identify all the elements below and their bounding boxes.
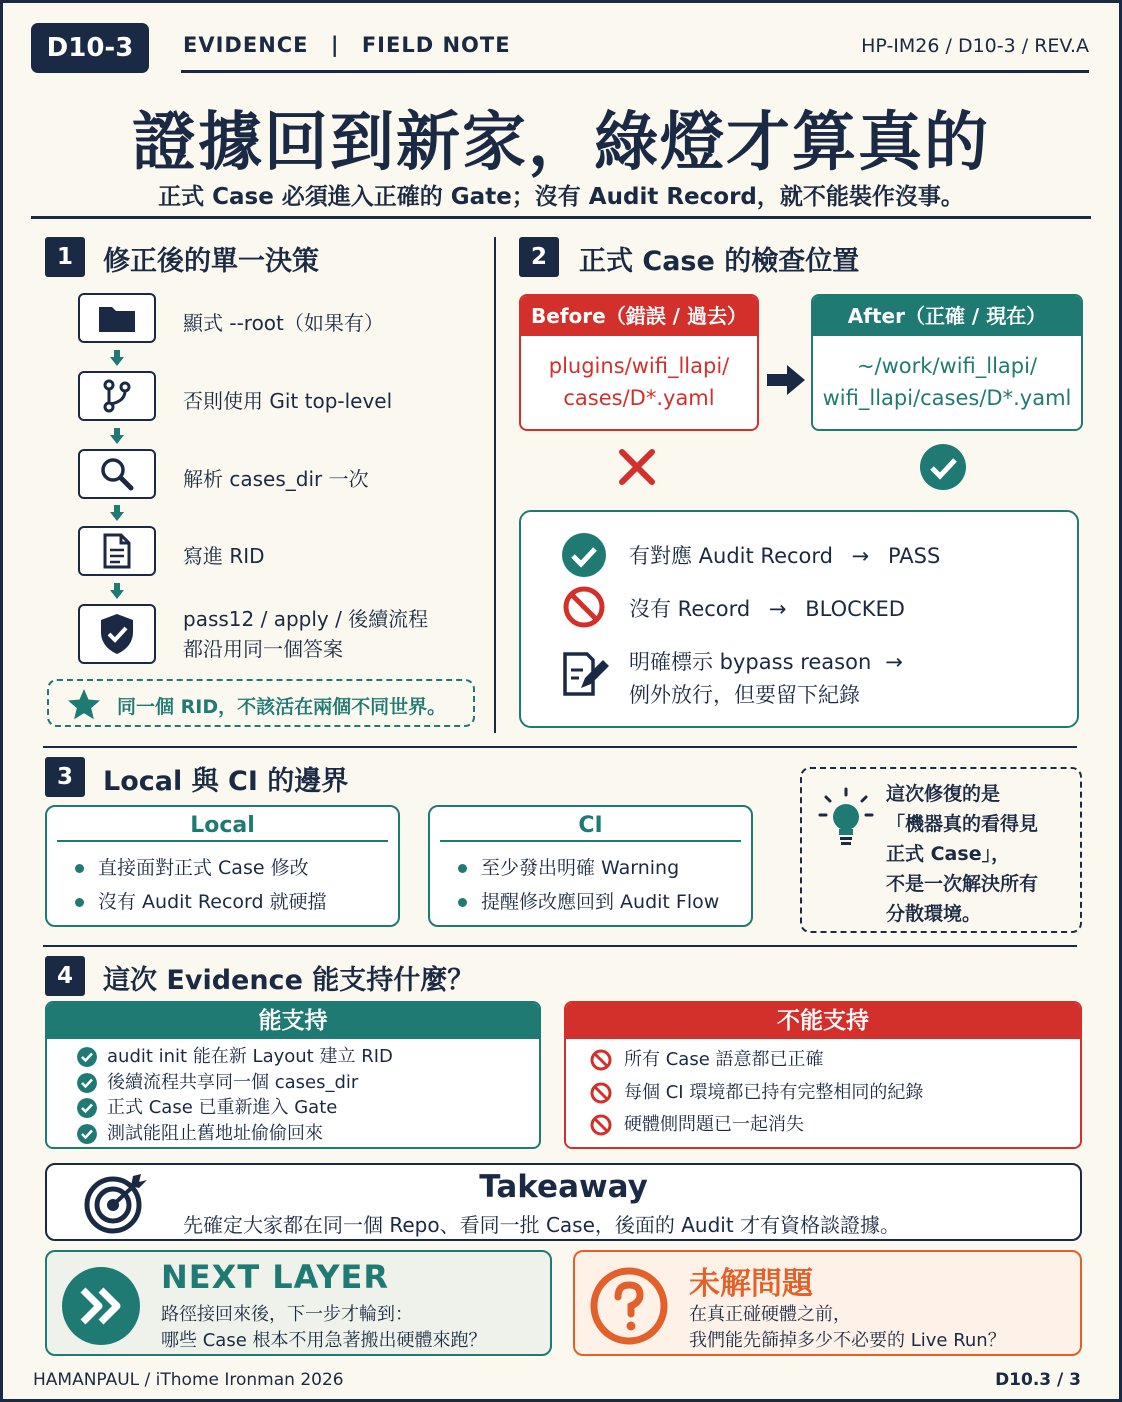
search-icon [99,456,135,492]
callout-text: 同一個 RID，不該活在兩個不同世界。 [117,696,447,718]
section3-number: 3 [45,757,85,797]
can-support-item: 測試能阻止舊地址偷偷回來 [77,1121,393,1147]
ci-box [428,805,753,927]
title-divider [31,216,1091,219]
git-branch-icon [100,378,134,414]
lightbulb-icon [818,787,874,851]
before-label: Before（錯誤 / 過去） [521,296,757,336]
local-item: 直接面對正式 Case 修改 [75,853,309,880]
kicker [183,33,511,57]
section-divider [43,945,1077,947]
open-question-title: 未解問題 [689,1266,813,1302]
rule-pass-result: PASS [887,544,941,568]
after-box [811,294,1083,431]
local-item: 沒有 Audit Record 就硬擋 [75,887,327,914]
local-box [45,805,400,927]
rule-pass [629,540,940,570]
cannot-support-label: 不能支持 [566,1003,1080,1039]
section1-heading: 修正後的單一決策 [103,246,319,277]
header-rule [181,70,1089,73]
document-icon [102,533,132,569]
folder-icon [97,302,137,334]
rule-blocked-text: 沒有 Record [629,597,751,621]
rule-blocked-arrow: → [768,597,787,621]
ci-item: 至少發出明確 Warning [458,853,679,880]
takeaway-text: 先確定大家都在同一個 Repo、看同一批 Case，後面的 Audit 才有資格談證據。 [183,1213,901,1237]
arrow-down-icon [110,428,124,444]
can-support-label: 能支持 [47,1003,539,1039]
after-path-line1: ~/work/wifi_llapi/ [856,354,1038,378]
cannot-support-list [590,1044,923,1142]
cannot-support-item: 所有 Case 語意都已正確 [590,1044,923,1077]
before-box [519,294,759,431]
rule-bypass [629,646,903,712]
step-git [78,371,156,421]
step-5-text [183,604,428,664]
arrow-down-icon [110,583,124,599]
section3-note [800,767,1082,933]
step-shield [78,604,156,664]
before-path [521,350,757,414]
rule-blocked-result: BLOCKED [805,597,905,621]
kicker-separator: | [330,33,340,57]
star-icon [67,688,101,720]
takeaway-title: Takeaway [479,1169,648,1205]
edit-note-icon [561,648,609,700]
section2-number: 2 [519,237,559,277]
open-question-text: 在真正碰硬體之前， 我們能先篩掉多少不必要的 Live Run？ [689,1304,1006,1351]
rule-blocked [629,593,905,623]
open-question-box [573,1250,1082,1356]
next-layer-text: 路徑接回來後，下一步才輪到： 哪些 Case 根本不用急著搬出硬體來跑？ [161,1304,487,1351]
cannot-support-box [564,1001,1082,1149]
cannot-support-item: 硬體側問題已一起消失 [590,1109,923,1142]
after-label: After（正確 / 現在） [813,296,1081,336]
doc-badge: D10-3 [31,23,149,73]
section4-number: 4 [45,956,85,996]
footer-credit: HAMANPAUL / iThome Ironman 2026 [33,1370,344,1390]
kicker-right: FIELD NOTE [361,33,511,57]
section4-heading: 這次 Evidence 能支持什麼？ [103,965,475,996]
rule-bypass-line1: 明確標示 bypass reason [629,650,872,674]
page-subtitle: 正式 Case 必須進入正確的 Gate；沒有 Audit Record，就不能裝作沒事。 [158,184,964,210]
section2-heading: 正式 Case 的檢查位置 [579,246,860,277]
cannot-support-item: 每個 CI 環境都已持有完整相同的紀錄 [590,1077,923,1110]
ci-rule [440,840,741,842]
step-3-text: 解析 cases_dir 一次 [183,467,369,491]
can-support-box [45,1001,541,1149]
next-layer-title: NEXT LAYER [161,1258,390,1296]
section1-callout [47,679,475,727]
footer-page: D10.3 / 3 [995,1370,1081,1390]
step-2-text: 否則使用 Git top-level [183,389,393,413]
rule-bypass-arrow: → [885,650,903,674]
doc-code: HP-IM26 / D10-3 / REV.A [861,35,1089,57]
shield-check-icon [97,612,137,656]
step-search [78,449,156,499]
check-circle-icon [561,532,607,578]
note-text: 這次修復的是 「機器真的看得見 正式 Case」， 不是一次解決所有 分散環境。 [886,783,1039,925]
after-path [813,350,1081,414]
arrow-down-icon [110,505,124,521]
rule-pass-text: 有對應 Audit Record [629,544,833,568]
local-label: Local [190,813,255,838]
column-divider [494,237,496,733]
rule-pass-arrow: → [851,544,870,568]
arrow-right-icon [767,365,805,395]
can-support-item: 後續流程共享同一個 cases_dir [77,1070,393,1096]
ci-label: CI [578,813,603,838]
before-path-line2: cases/D*.yaml [563,386,715,410]
takeaway-box [45,1163,1082,1241]
can-support-item: audit init 能在新 Layout 建立 RID [77,1044,393,1070]
question-icon [589,1266,669,1346]
check-circle-icon [919,443,967,491]
ci-item: 提醒修改應回到 Audit Flow [458,887,719,914]
can-support-item: 正式 Case 已重新進入 Gate [77,1095,393,1121]
local-rule [57,840,388,842]
rules-box [519,510,1079,728]
arrow-down-icon [110,350,124,366]
step-folder [78,293,156,343]
section-divider [43,746,1077,748]
step-document [78,526,156,576]
after-path-line2: wifi_llapi/cases/D*.yaml [822,386,1072,410]
blocked-icon [562,585,606,629]
step-5-line2: 都沿用同一個答案 [183,637,343,661]
page-title: 證據回到新家，綠燈才算真的 [132,106,990,180]
rule-bypass-line2: 例外放行，但要留下紀錄 [629,683,860,707]
fast-forward-icon [61,1266,141,1346]
section3-heading: Local 與 CI 的邊界 [103,766,349,797]
step-1-text: 顯式 --root（如果有） [183,311,384,335]
before-path-line1: plugins/wifi_llapi/ [548,354,730,378]
section1-number: 1 [45,237,85,277]
kicker-left: EVIDENCE [183,33,309,57]
step-5-line1: pass12 / apply / 後續流程 [183,607,429,631]
next-layer-box [45,1250,552,1356]
cross-icon [617,447,657,487]
can-support-list [77,1044,393,1146]
step-4-text: 寫進 RID [183,544,265,568]
